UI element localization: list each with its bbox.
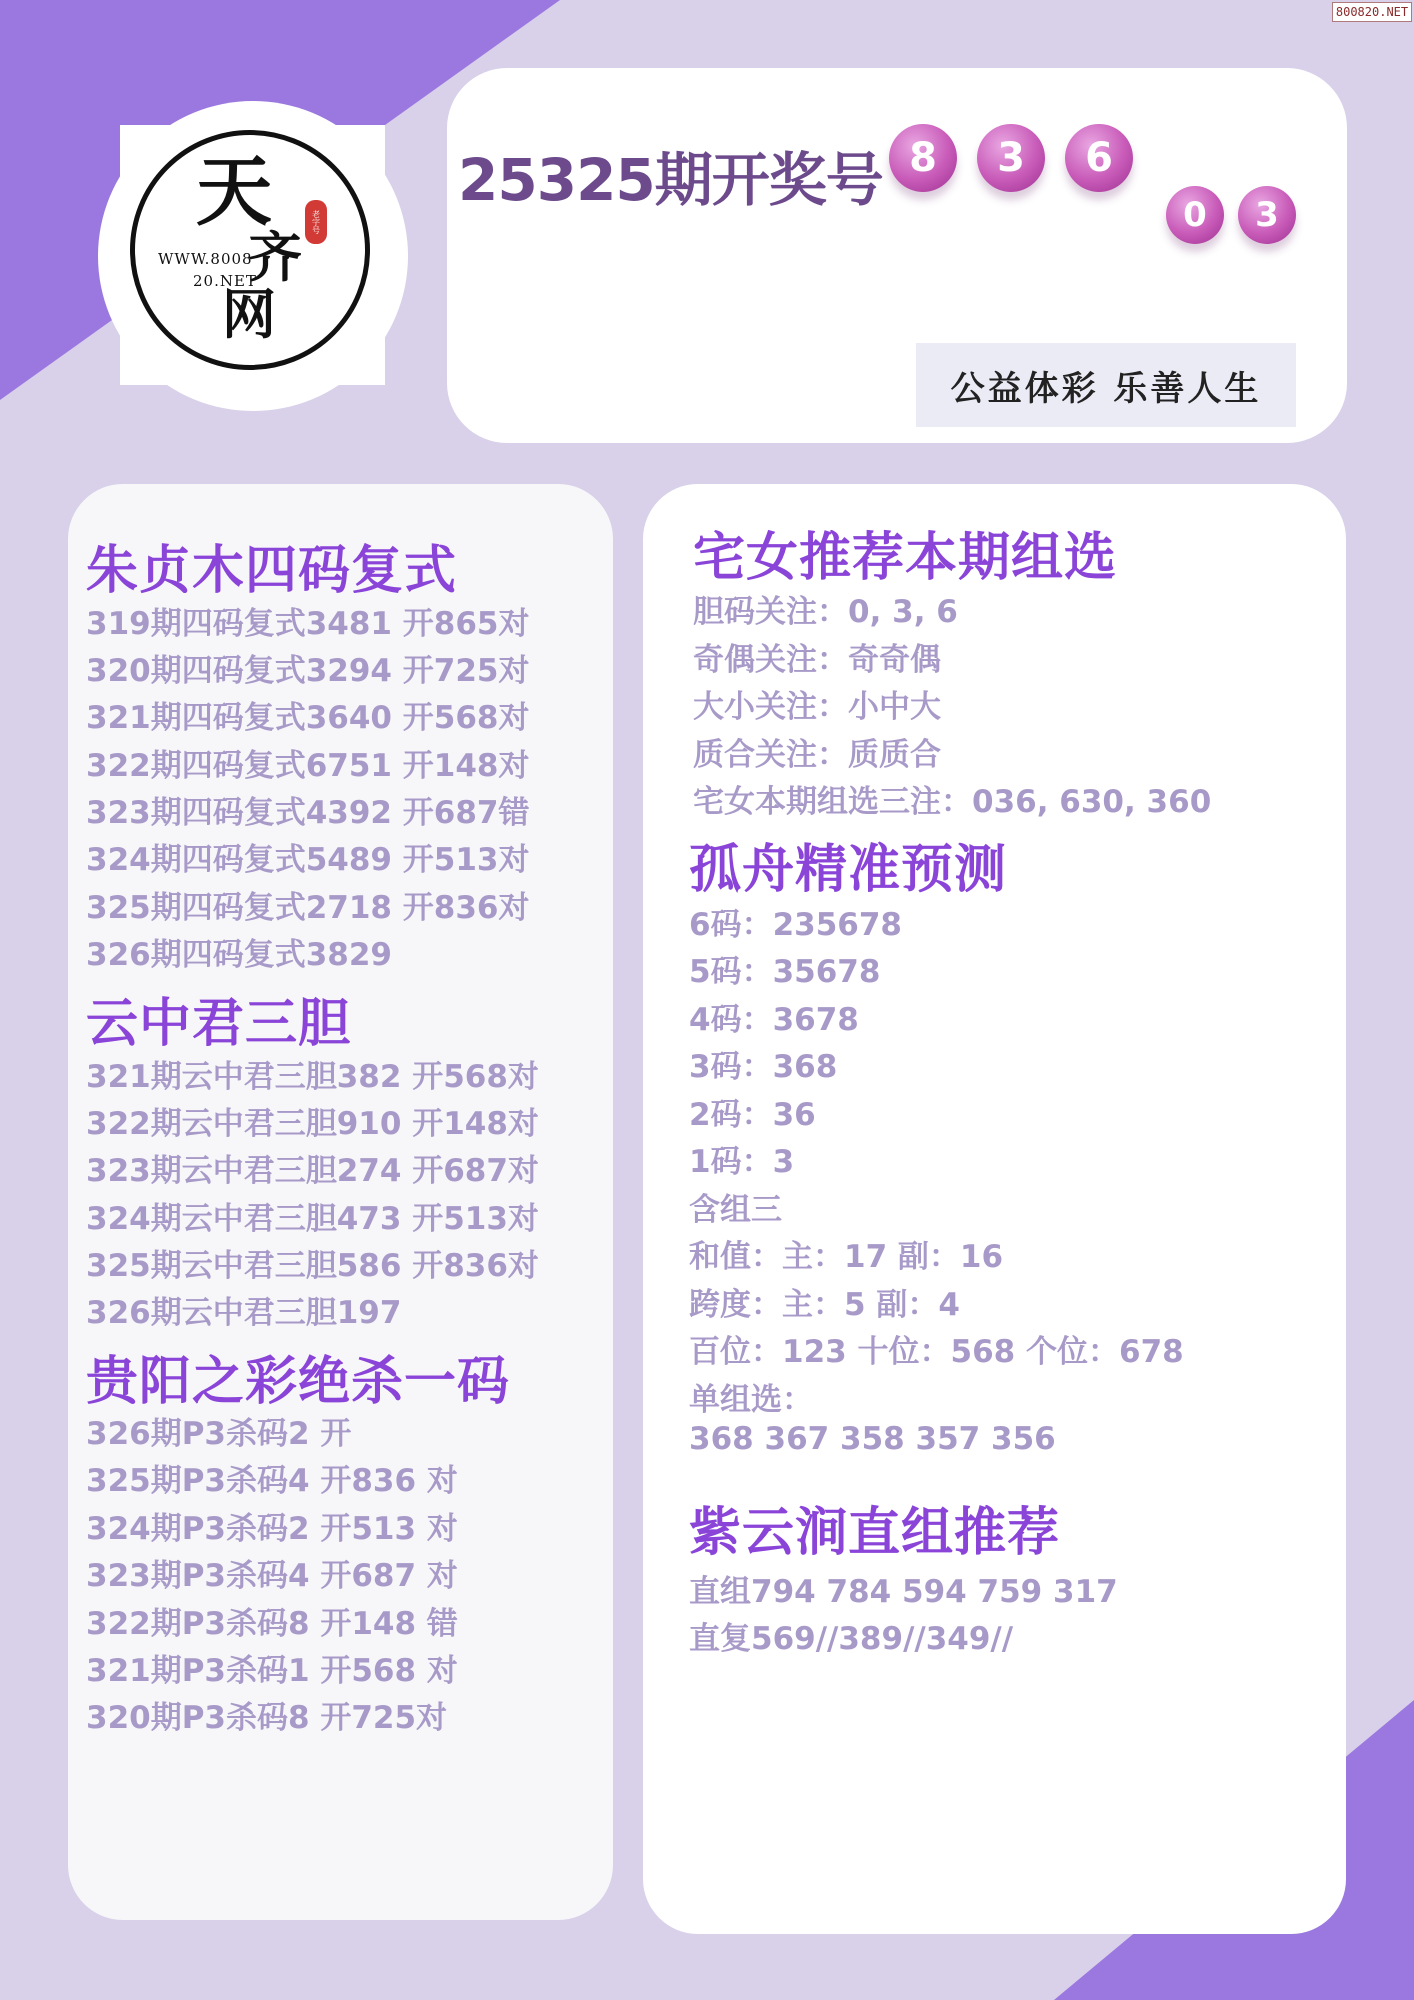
logo-seal: 老字号 [305,200,327,244]
result-ball-1: 8 [889,124,957,192]
list-item: 奇偶关注：奇奇偶 [693,642,941,678]
list-item: 326期四码复式3829 [86,937,392,973]
list-item: 胆码关注：0, 3, 6 [693,594,958,630]
slogan: 公益体彩 乐善人生 [916,343,1296,427]
list-item: 2码：36 [689,1097,816,1133]
list-item: 322期四码复式6751 开148对 [86,748,530,784]
list-item: 323期P3杀码4 开687 对 [86,1558,458,1594]
list-item: 6码：235678 [689,907,902,943]
list-item: 324期P3杀码2 开513 对 [86,1511,458,1547]
logo-url-line-1: WWW.8008 [158,250,253,268]
extra-ball-1: 0 [1166,186,1224,244]
list-item: 大小关注：小中大 [693,689,941,725]
list-item: 直复569//389//349// [689,1621,1014,1657]
list-item: 直组794 784 594 759 317 [689,1574,1118,1610]
list-item: 325期云中君三胆586 开836对 [86,1248,539,1284]
list-item: 321期P3杀码1 开568 对 [86,1653,458,1689]
list-item: 325期四码复式2718 开836对 [86,890,530,926]
list-item: 322期P3杀码8 开148 错 [86,1606,458,1642]
section-title-zhainv: 宅女推荐本期组选 [693,528,1118,588]
list-item: 4码：3678 [689,1002,859,1038]
list-item: 单组选： [689,1382,813,1418]
list-item: 324期四码复式5489 开513对 [86,842,530,878]
result-ball-2: 3 [977,124,1045,192]
list-item: 319期四码复式3481 开865对 [86,606,530,642]
section-title-ziyunjian: 紫云涧直组推荐 [689,1503,1061,1563]
list-item: 和值：主：17 副：16 [689,1239,1004,1275]
list-item: 368 367 358 357 356 [689,1421,1056,1457]
result-ball-3: 6 [1065,124,1133,192]
logo-url-line-2: 20.NET [193,272,257,290]
logo-char-2: 齐 [248,225,302,289]
watermark: 800820.NET [1332,2,1412,22]
list-item: 百位：123 十位：568 个位：678 [689,1334,1184,1370]
section-title-guzhou: 孤舟精准预测 [689,840,1008,900]
list-item: 321期云中君三胆382 开568对 [86,1059,539,1095]
list-item: 宅女本期组选三注：036, 630, 360 [693,784,1212,820]
list-item: 320期四码复式3294 开725对 [86,653,530,689]
list-item: 1码：3 [689,1144,795,1180]
draw-title: 25325期开奖号 [458,146,883,214]
list-item: 323期云中君三胆274 开687对 [86,1153,539,1189]
section-title-yunzhongjun: 云中君三胆 [86,994,352,1054]
list-item: 含组三 [689,1192,782,1228]
list-item: 324期云中君三胆473 开513对 [86,1201,539,1237]
list-item: 5码：35678 [689,954,881,990]
list-item: 326期云中君三胆197 [86,1295,402,1331]
list-item: 3码：368 [689,1049,838,1085]
list-item: 321期四码复式3640 开568对 [86,700,530,736]
list-item: 323期四码复式4392 开687错 [86,795,530,831]
list-item: 326期P3杀码2 开 [86,1416,352,1452]
logo-char-1: 天 [196,147,272,236]
list-item: 跨度：主：5 副：4 [689,1287,960,1323]
extra-ball-2: 3 [1238,186,1296,244]
list-item: 325期P3杀码4 开836 对 [86,1463,458,1499]
section-title-guiyang: 贵阳之彩绝杀一码 [86,1352,511,1412]
list-item: 质合关注：质质合 [693,737,941,773]
logo-char-3: 网 [222,282,276,346]
list-item: 322期云中君三胆910 开148对 [86,1106,539,1142]
list-item: 320期P3杀码8 开725对 [86,1700,448,1736]
section-title-zhuzhenmu: 朱贞木四码复式 [86,541,458,601]
